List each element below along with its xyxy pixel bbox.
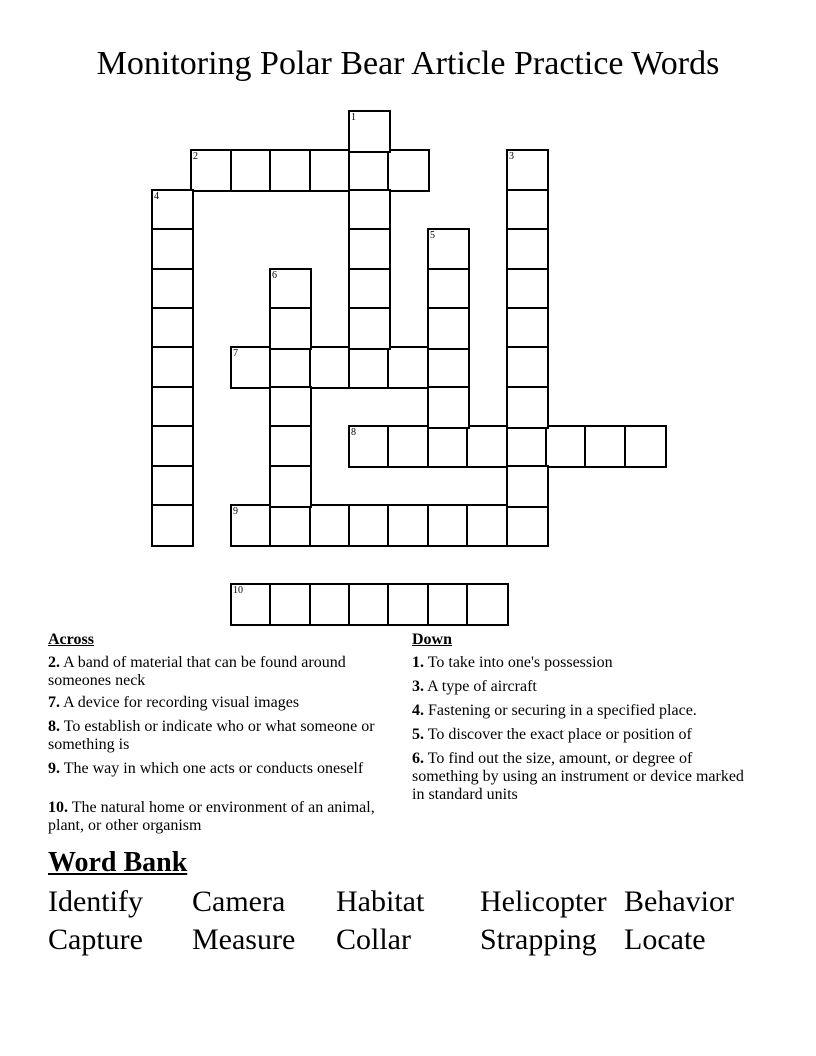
crossword-cell[interactable] [269,346,312,389]
word-bank-item: Capture [48,923,143,956]
page-title: Monitoring Polar Bear Article Practice Words [96,45,720,82]
clue-number: 6 [272,270,277,281]
crossword-cell[interactable] [427,268,470,311]
down-clue-5: 5. To discover the exact place or position of [412,726,692,743]
crossword-cell[interactable] [348,583,391,626]
crossword-cell[interactable] [427,228,470,271]
crossword-cell[interactable] [348,346,391,389]
crossword-cell[interactable] [506,149,549,192]
across-heading: Across [48,631,94,648]
crossword-cell[interactable] [151,307,194,350]
across-clue-9: 9. The way in which one acts or conducts oneself [48,760,364,777]
crossword-cell[interactable] [269,583,312,626]
word-bank-item: Measure [192,923,296,956]
crossword-cell[interactable] [151,346,194,389]
crossword-cell[interactable] [584,425,627,468]
clue-number: 5 [430,230,435,241]
crossword-cell[interactable] [309,149,352,192]
word-bank-item: Behavior [624,885,734,918]
crossword-cell[interactable] [309,504,352,547]
clue-number: 10 [233,585,243,596]
across-clue-2: 2. A band of material that can be found around someones neck [48,654,346,689]
down-clue-6: 6. To find out the size, amount, or degree of something by using an instrument or device marked in standard units [412,750,744,803]
crossword-cell[interactable] [151,425,194,468]
down-clue-3: 3. A type of aircraft [412,678,537,695]
crossword-cell[interactable] [466,583,509,626]
crossword-cell[interactable] [230,504,273,547]
across-clue-8: 8. To establish or indicate who or what someone or something is [48,718,375,753]
word-bank-item: Camera [192,885,286,918]
crossword-cell[interactable] [269,425,312,468]
crossword-cell[interactable] [348,149,391,192]
crossword-cell[interactable] [348,268,391,311]
word-bank-item: Helicopter [480,885,607,918]
crossword-cell[interactable] [269,386,312,429]
across-clue-7: 7. A device for recording visual images [48,694,300,711]
crossword-cell[interactable] [269,268,312,311]
crossword-cell[interactable] [506,386,549,429]
crossword-cell[interactable] [506,268,549,311]
crossword-cell[interactable] [506,228,549,271]
crossword-cell[interactable] [348,504,391,547]
crossword-cell[interactable] [151,228,194,271]
crossword-cell[interactable] [309,583,352,626]
crossword-cell[interactable] [348,189,391,232]
down-heading: Down [412,631,453,648]
crossword-cell[interactable] [506,307,549,350]
crossword-cell[interactable] [466,504,509,547]
crossword-cell[interactable] [269,307,312,350]
across-clue-10: 10. The natural home or environment of an animal, plant, or other organism [48,799,375,834]
crossword-cell[interactable] [506,425,549,468]
crossword-cell[interactable] [387,346,430,389]
word-bank-item: Strapping [480,923,597,956]
crossword-cell[interactable] [151,386,194,429]
crossword-cell[interactable] [190,149,233,192]
crossword-cell[interactable] [387,149,430,192]
crossword-cell[interactable] [466,425,509,468]
crossword-cell[interactable] [427,504,470,547]
crossword-cell[interactable] [151,504,194,547]
crossword-cell[interactable] [151,189,194,232]
crossword-cell[interactable] [506,346,549,389]
crossword-cell[interactable] [348,307,391,350]
down-clue-1: 1. To take into one's possession [412,654,613,671]
clue-number: 8 [351,427,356,438]
clue-number: 7 [233,348,238,359]
crossword-cell[interactable] [269,504,312,547]
crossword-cell[interactable] [427,307,470,350]
clue-number: 9 [233,506,238,517]
clue-number: 3 [509,151,514,162]
crossword-cell[interactable] [387,583,430,626]
crossword-cell[interactable] [348,228,391,271]
crossword-cell[interactable] [427,346,470,389]
down-clue-4: 4. Fastening or securing in a specified place. [412,702,697,719]
crossword-cell[interactable] [348,110,391,153]
crossword-cell[interactable] [230,583,273,626]
crossword-cell[interactable] [230,149,273,192]
crossword-cell[interactable] [427,386,470,429]
word-bank-title: Word Bank [48,847,188,878]
clue-number: 4 [154,191,159,202]
crossword-cell[interactable] [348,425,391,468]
crossword-cell[interactable] [506,465,549,508]
clue-number: 2 [193,151,198,162]
crossword-cell[interactable] [309,346,352,389]
crossword-cell[interactable] [387,425,430,468]
word-bank-item: Identify [48,885,143,918]
word-bank-item: Locate [624,923,706,956]
crossword-cell[interactable] [269,149,312,192]
crossword-cell[interactable] [624,425,667,468]
crossword-cell[interactable] [506,189,549,232]
clue-number: 1 [351,112,356,123]
crossword-cell[interactable] [151,268,194,311]
crossword-cell[interactable] [427,583,470,626]
word-bank-item: Collar [336,923,411,956]
word-bank-item: Habitat [336,885,425,918]
crossword-cell[interactable] [269,465,312,508]
crossword-cell[interactable] [506,504,549,547]
crossword-cell[interactable] [545,425,588,468]
crossword-cell[interactable] [387,504,430,547]
crossword-cell[interactable] [230,346,273,389]
crossword-cell[interactable] [151,465,194,508]
crossword-cell[interactable] [427,425,470,468]
